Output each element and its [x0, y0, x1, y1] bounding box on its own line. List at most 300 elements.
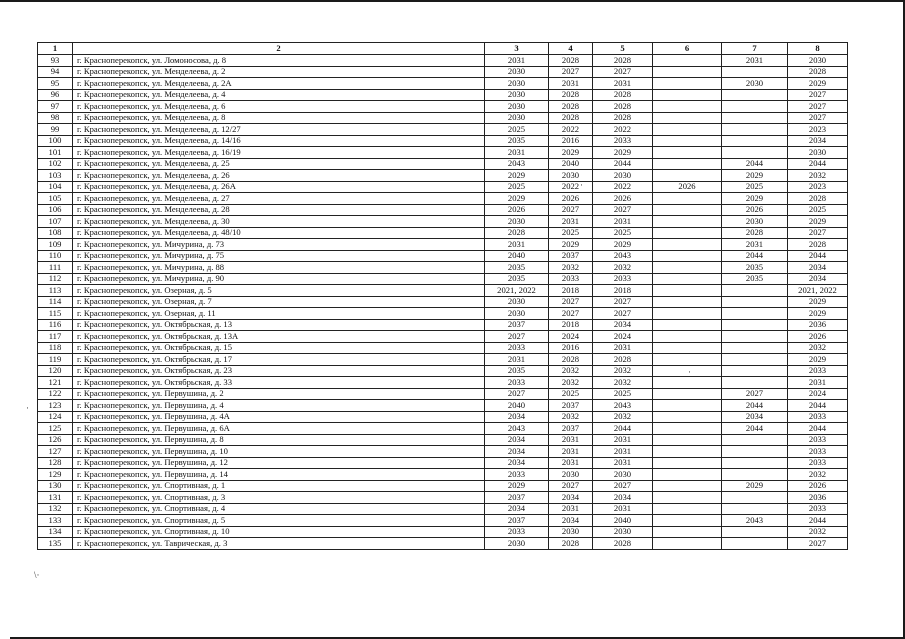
- col6-cell: [653, 457, 722, 469]
- col8-cell: 2032: [788, 526, 848, 538]
- col8-cell: 2031: [788, 377, 848, 389]
- col7-cell: 2029: [722, 170, 788, 182]
- col4-cell: 2040: [549, 158, 593, 170]
- col4-cell: 2037: [549, 400, 593, 412]
- col6-cell: [653, 296, 722, 308]
- col5-cell: 2028: [593, 55, 653, 67]
- col5-cell: 2028: [593, 354, 653, 366]
- col4-cell: 2031: [549, 78, 593, 90]
- address-cell: г. Красноперекопск, ул. Первушина, д. 4А: [73, 411, 485, 423]
- col6-cell: [653, 354, 722, 366]
- col3-cell: 2027: [485, 388, 549, 400]
- col7-cell: [722, 492, 788, 504]
- address-cell: г. Красноперекопск, ул. Озерная, д. 7: [73, 296, 485, 308]
- col8-cell: 2034: [788, 273, 848, 285]
- col8-cell: 2044: [788, 400, 848, 412]
- col8-cell: 2030: [788, 55, 848, 67]
- address-cell: г. Красноперекопск, ул. Менделеева, д. 4: [73, 89, 485, 101]
- col3-cell: 2043: [485, 158, 549, 170]
- col4-cell: 2026: [549, 193, 593, 205]
- col3-cell: 2034: [485, 434, 549, 446]
- col3-cell: 2040: [485, 400, 549, 412]
- address-cell: г. Красноперекопск, ул. Таврическая, д. 3: [73, 538, 485, 550]
- table-row: [38, 193, 848, 205]
- col6-cell: [653, 538, 722, 550]
- col8-cell: 2032: [788, 170, 848, 182]
- col4-cell: 2030: [549, 526, 593, 538]
- col7-cell: 2030: [722, 78, 788, 90]
- col5-cell: 2034: [593, 319, 653, 331]
- col3-cell: 2021, 2022: [485, 285, 549, 297]
- table-row: [38, 457, 848, 469]
- col5-cell: 2043: [593, 400, 653, 412]
- col4-cell: 2033: [549, 273, 593, 285]
- col6-cell: [653, 526, 722, 538]
- address-cell: г. Красноперекопск, ул. Менделеева, д. 2: [73, 66, 485, 78]
- col7-cell: 2029: [722, 480, 788, 492]
- table-row: [38, 434, 848, 446]
- address-cell: г. Красноперекопск, ул. Первушина, д. 10: [73, 446, 485, 458]
- col4-cell: 2027: [549, 480, 593, 492]
- col7-cell: 2027: [722, 388, 788, 400]
- row-number-cell: 116: [38, 319, 73, 331]
- col4-cell: 2034: [549, 515, 593, 527]
- col8-cell: 2028: [788, 239, 848, 251]
- col8-cell: 2027: [788, 112, 848, 124]
- col3-cell: 2030: [485, 216, 549, 228]
- col5-cell: 2028: [593, 89, 653, 101]
- row-number-cell: 125: [38, 423, 73, 435]
- col8-cell: 2028: [788, 66, 848, 78]
- col4-cell: 2022: [549, 124, 593, 136]
- col4-cell: 2031: [549, 434, 593, 446]
- row-number-cell: 131: [38, 492, 73, 504]
- col7-cell: [722, 331, 788, 343]
- col5-cell: 2022: [593, 181, 653, 193]
- col5-cell: 2030: [593, 526, 653, 538]
- col7-cell: 2031: [722, 239, 788, 251]
- housing-repair-schedule-table: [37, 42, 848, 550]
- row-number-cell: 118: [38, 342, 73, 354]
- table-row: [38, 181, 848, 193]
- row-number-cell: 132: [38, 503, 73, 515]
- header-row: [38, 43, 848, 55]
- row-number-cell: 106: [38, 204, 73, 216]
- scan-edge-top: [0, 0, 905, 2]
- col7-cell: [722, 319, 788, 331]
- col4-cell: 2024: [549, 331, 593, 343]
- table-row: [38, 89, 848, 101]
- col5-cell: 2031: [593, 457, 653, 469]
- col5-cell: 2025: [593, 227, 653, 239]
- col5-cell: 2028: [593, 538, 653, 550]
- col8-cell: 2032: [788, 469, 848, 481]
- col6-cell: [653, 480, 722, 492]
- col7-cell: 2044: [722, 250, 788, 262]
- col6-cell: [653, 170, 722, 182]
- col3-cell: 2031: [485, 239, 549, 251]
- col7-cell: [722, 124, 788, 136]
- col8-cell: 2027: [788, 227, 848, 239]
- col6-cell: [653, 365, 722, 377]
- col7-cell: [722, 66, 788, 78]
- col3-cell: 2027: [485, 331, 549, 343]
- col5-cell: 2027: [593, 296, 653, 308]
- address-cell: г. Красноперекопск, ул. Спортивная, д. 1: [73, 480, 485, 492]
- col5-cell: 2031: [593, 216, 653, 228]
- col8-cell: 2033: [788, 411, 848, 423]
- col7-cell: [722, 526, 788, 538]
- col6-cell: [653, 377, 722, 389]
- address-cell: г. Красноперекопск, ул. Менделеева, д. 27: [73, 193, 485, 205]
- col7-cell: 2031: [722, 55, 788, 67]
- row-number-cell: 113: [38, 285, 73, 297]
- col3-cell: 2030: [485, 538, 549, 550]
- col7-cell: [722, 89, 788, 101]
- col3-cell: 2029: [485, 170, 549, 182]
- col5-cell: 2027: [593, 66, 653, 78]
- col3-cell: 2034: [485, 446, 549, 458]
- col3-cell: 2034: [485, 411, 549, 423]
- table-row: [38, 262, 848, 274]
- col5-cell: 2028: [593, 112, 653, 124]
- col4-cell: 2029: [549, 239, 593, 251]
- col5-cell: 2022: [593, 124, 653, 136]
- col7-cell: [722, 457, 788, 469]
- col5-cell: 2029: [593, 147, 653, 159]
- row-number-cell: 117: [38, 331, 73, 343]
- row-number-cell: 129: [38, 469, 73, 481]
- col7-cell: [722, 285, 788, 297]
- col5-cell: 2043: [593, 250, 653, 262]
- row-number-cell: 104: [38, 181, 73, 193]
- address-cell: г. Красноперекопск, ул. Первушина, д. 12: [73, 457, 485, 469]
- col5-cell: 2044: [593, 158, 653, 170]
- col8-cell: 2033: [788, 365, 848, 377]
- address-cell: г. Красноперекопск, ул. Менделеева, д. 14/16: [73, 135, 485, 147]
- scan-speck: ·: [26, 403, 29, 413]
- table-row: [38, 296, 848, 308]
- row-number-cell: 112: [38, 273, 73, 285]
- col6-cell: [653, 262, 722, 274]
- col8-cell: 2028: [788, 193, 848, 205]
- col5-cell: 2027: [593, 480, 653, 492]
- row-number-cell: 135: [38, 538, 73, 550]
- table-row: [38, 112, 848, 124]
- row-number-cell: 121: [38, 377, 73, 389]
- col4-cell: 2018: [549, 319, 593, 331]
- col8-cell: 2021, 2022: [788, 285, 848, 297]
- col6-cell: [653, 89, 722, 101]
- address-cell: г. Красноперекопск, ул. Менделеева, д. 25: [73, 158, 485, 170]
- col6-cell: [653, 158, 722, 170]
- col6-cell: [653, 503, 722, 515]
- row-number-cell: 107: [38, 216, 73, 228]
- address-cell: г. Красноперекопск, ул. Мичурина, д. 90: [73, 273, 485, 285]
- col4-cell: 2032: [549, 377, 593, 389]
- table-row: [38, 342, 848, 354]
- col8-cell: 2029: [788, 296, 848, 308]
- table-row: [38, 147, 848, 159]
- col7-cell: 2043: [722, 515, 788, 527]
- col3-cell: 2033: [485, 526, 549, 538]
- address-cell: г. Красноперекопск, ул. Менделеева, д. 12/27: [73, 124, 485, 136]
- col8-cell: 2044: [788, 250, 848, 262]
- col6-cell: [653, 227, 722, 239]
- table-row: [38, 158, 848, 170]
- col4-cell: 2029: [549, 147, 593, 159]
- col3-cell: 2031: [485, 147, 549, 159]
- col7-cell: 2034: [722, 411, 788, 423]
- col4-cell: 2030: [549, 170, 593, 182]
- row-number-cell: 124: [38, 411, 73, 423]
- col5-cell: 2024: [593, 331, 653, 343]
- table-row: [38, 285, 848, 297]
- table-row: [38, 469, 848, 481]
- row-number-cell: 96: [38, 89, 73, 101]
- col6-cell: [653, 216, 722, 228]
- col5-cell: 2032: [593, 365, 653, 377]
- col8-cell: 2030: [788, 147, 848, 159]
- col7-cell: 2026: [722, 204, 788, 216]
- col6-cell: [653, 285, 722, 297]
- col3-cell: 2025: [485, 124, 549, 136]
- row-number-cell: 119: [38, 354, 73, 366]
- col8-cell: 2032: [788, 342, 848, 354]
- col6-cell: [653, 469, 722, 481]
- col5-cell: 2027: [593, 204, 653, 216]
- col7-cell: [722, 135, 788, 147]
- col7-cell: [722, 434, 788, 446]
- col6-cell: 2026: [653, 181, 722, 193]
- col6-cell: [653, 515, 722, 527]
- col3-cell: 2037: [485, 492, 549, 504]
- table-row: [38, 250, 848, 262]
- row-number-cell: 130: [38, 480, 73, 492]
- address-cell: г. Красноперекопск, ул. Менделеева, д. 2А: [73, 78, 485, 90]
- table-row: [38, 55, 848, 67]
- row-number-cell: 99: [38, 124, 73, 136]
- address-cell: г. Красноперекопск, ул. Мичурина, д. 75: [73, 250, 485, 262]
- address-cell: г. Красноперекопск, ул. Озерная, д. 11: [73, 308, 485, 320]
- col3-cell: 2030: [485, 78, 549, 90]
- address-cell: г. Красноперекопск, ул. Октябрьская, д. 23: [73, 365, 485, 377]
- col4-cell: 2025: [549, 388, 593, 400]
- col4-cell: 2028: [549, 55, 593, 67]
- col8-cell: 2044: [788, 423, 848, 435]
- row-number-cell: 100: [38, 135, 73, 147]
- table-row: [38, 227, 848, 239]
- col4-cell: 2034: [549, 492, 593, 504]
- address-cell: г. Красноперекопск, ул. Первушина, д. 8: [73, 434, 485, 446]
- col8-cell: 2029: [788, 308, 848, 320]
- col6-cell: [653, 112, 722, 124]
- col3-cell: 2035: [485, 135, 549, 147]
- address-cell: г. Красноперекопск, ул. Менделеева, д. 6: [73, 101, 485, 113]
- row-number-cell: 109: [38, 239, 73, 251]
- row-number-cell: 122: [38, 388, 73, 400]
- address-cell: г. Красноперекопск, ул. Первушина, д. 4: [73, 400, 485, 412]
- col3-cell: 2035: [485, 273, 549, 285]
- col5-cell: 2044: [593, 423, 653, 435]
- col3-cell: 2025: [485, 181, 549, 193]
- col4-cell: 2018: [549, 285, 593, 297]
- address-cell: г. Красноперекопск, ул. Ломоносова, д. 8: [73, 55, 485, 67]
- col6-cell: [653, 400, 722, 412]
- col6-cell: [653, 388, 722, 400]
- col8-cell: 2026: [788, 480, 848, 492]
- col4-cell: 2022: [549, 181, 593, 193]
- col6-cell: [653, 342, 722, 354]
- col7-cell: [722, 446, 788, 458]
- col6-cell: [653, 66, 722, 78]
- col8-cell: 2023: [788, 124, 848, 136]
- address-cell: г. Красноперекопск, ул. Мичурина, д. 88: [73, 262, 485, 274]
- row-number-cell: 133: [38, 515, 73, 527]
- table-row: [38, 515, 848, 527]
- col6-cell: [653, 319, 722, 331]
- column-header: 8: [788, 43, 848, 55]
- col7-cell: 2025: [722, 181, 788, 193]
- table-row: [38, 273, 848, 285]
- col4-cell: 2031: [549, 457, 593, 469]
- address-cell: г. Красноперекопск, ул. Первушина, д. 14: [73, 469, 485, 481]
- col8-cell: 2027: [788, 538, 848, 550]
- address-cell: г. Красноперекопск, ул. Спортивная, д. 5: [73, 515, 485, 527]
- col5-cell: 2031: [593, 78, 653, 90]
- table-row: [38, 308, 848, 320]
- col7-cell: [722, 365, 788, 377]
- col3-cell: 2026: [485, 204, 549, 216]
- col3-cell: 2031: [485, 354, 549, 366]
- col4-cell: 2025: [549, 227, 593, 239]
- col5-cell: 2027: [593, 308, 653, 320]
- col7-cell: [722, 101, 788, 113]
- col5-cell: 2028: [593, 101, 653, 113]
- col3-cell: 2040: [485, 250, 549, 262]
- col3-cell: 2030: [485, 66, 549, 78]
- table-row: [38, 526, 848, 538]
- col5-cell: 2031: [593, 503, 653, 515]
- scan-speck: \·: [34, 570, 40, 580]
- table-row: [38, 319, 848, 331]
- col4-cell: 2028: [549, 101, 593, 113]
- col6-cell: [653, 492, 722, 504]
- col5-cell: 2026: [593, 193, 653, 205]
- col7-cell: 2044: [722, 400, 788, 412]
- col4-cell: 2027: [549, 204, 593, 216]
- row-number-cell: 128: [38, 457, 73, 469]
- col5-cell: 2030: [593, 469, 653, 481]
- col6-cell: [653, 78, 722, 90]
- table-row: [38, 204, 848, 216]
- col3-cell: 2034: [485, 457, 549, 469]
- col7-cell: 2028: [722, 227, 788, 239]
- col3-cell: 2035: [485, 365, 549, 377]
- col5-cell: 2040: [593, 515, 653, 527]
- row-number-cell: 115: [38, 308, 73, 320]
- col3-cell: 2037: [485, 319, 549, 331]
- col7-cell: [722, 354, 788, 366]
- col3-cell: 2043: [485, 423, 549, 435]
- col7-cell: [722, 147, 788, 159]
- col7-cell: [722, 377, 788, 389]
- col5-cell: 2031: [593, 434, 653, 446]
- address-cell: г. Красноперекопск, ул. Октябрьская, д. 17: [73, 354, 485, 366]
- col3-cell: 2029: [485, 193, 549, 205]
- table-row: [38, 480, 848, 492]
- col5-cell: 2032: [593, 262, 653, 274]
- address-cell: г. Красноперекопск, ул. Спортивная, д. 10: [73, 526, 485, 538]
- col8-cell: 2044: [788, 158, 848, 170]
- table-row: [38, 331, 848, 343]
- col8-cell: 2044: [788, 515, 848, 527]
- column-header: 3: [485, 43, 549, 55]
- col4-cell: 2027: [549, 308, 593, 320]
- col4-cell: 2016: [549, 342, 593, 354]
- table-row: [38, 135, 848, 147]
- col8-cell: 2025: [788, 204, 848, 216]
- table-row: [38, 377, 848, 389]
- col7-cell: 2035: [722, 273, 788, 285]
- col4-cell: 2027: [549, 66, 593, 78]
- table-row: [38, 538, 848, 550]
- address-cell: г. Красноперекопск, ул. Менделеева, д. 28: [73, 204, 485, 216]
- col5-cell: 2033: [593, 135, 653, 147]
- row-number-cell: 127: [38, 446, 73, 458]
- column-header: 4: [549, 43, 593, 55]
- col7-cell: 2030: [722, 216, 788, 228]
- table-body: [38, 43, 848, 550]
- col5-cell: 2025: [593, 388, 653, 400]
- row-number-cell: 111: [38, 262, 73, 274]
- col5-cell: 2029: [593, 239, 653, 251]
- col3-cell: 2030: [485, 296, 549, 308]
- row-number-cell: 110: [38, 250, 73, 262]
- table-row: [38, 365, 848, 377]
- col4-cell: 2030: [549, 469, 593, 481]
- table-row: [38, 492, 848, 504]
- col8-cell: 2029: [788, 78, 848, 90]
- table-row: [38, 170, 848, 182]
- row-number-cell: 95: [38, 78, 73, 90]
- col7-cell: 2044: [722, 423, 788, 435]
- col3-cell: 2030: [485, 89, 549, 101]
- table-row: [38, 216, 848, 228]
- table-row: [38, 66, 848, 78]
- col3-cell: 2030: [485, 112, 549, 124]
- address-cell: г. Красноперекопск, ул. Октябрьская, д. 15: [73, 342, 485, 354]
- row-number-cell: 103: [38, 170, 73, 182]
- column-header: 1: [38, 43, 73, 55]
- col6-cell: [653, 423, 722, 435]
- col7-cell: [722, 308, 788, 320]
- address-cell: г. Красноперекопск, ул. Спортивная, д. 3: [73, 492, 485, 504]
- col8-cell: 2036: [788, 492, 848, 504]
- col4-cell: 2028: [549, 354, 593, 366]
- address-cell: г. Красноперекопск, ул. Менделеева, д. 26: [73, 170, 485, 182]
- col6-cell: [653, 204, 722, 216]
- address-cell: г. Красноперекопск, ул. Менделеева, д. 26А: [73, 181, 485, 193]
- column-header: 5: [593, 43, 653, 55]
- table-row: [38, 239, 848, 251]
- col7-cell: [722, 538, 788, 550]
- col8-cell: 2036: [788, 319, 848, 331]
- address-cell: г. Красноперекопск, ул. Первушина, д. 2: [73, 388, 485, 400]
- col6-cell: [653, 124, 722, 136]
- col6-cell: [653, 101, 722, 113]
- table-row: [38, 423, 848, 435]
